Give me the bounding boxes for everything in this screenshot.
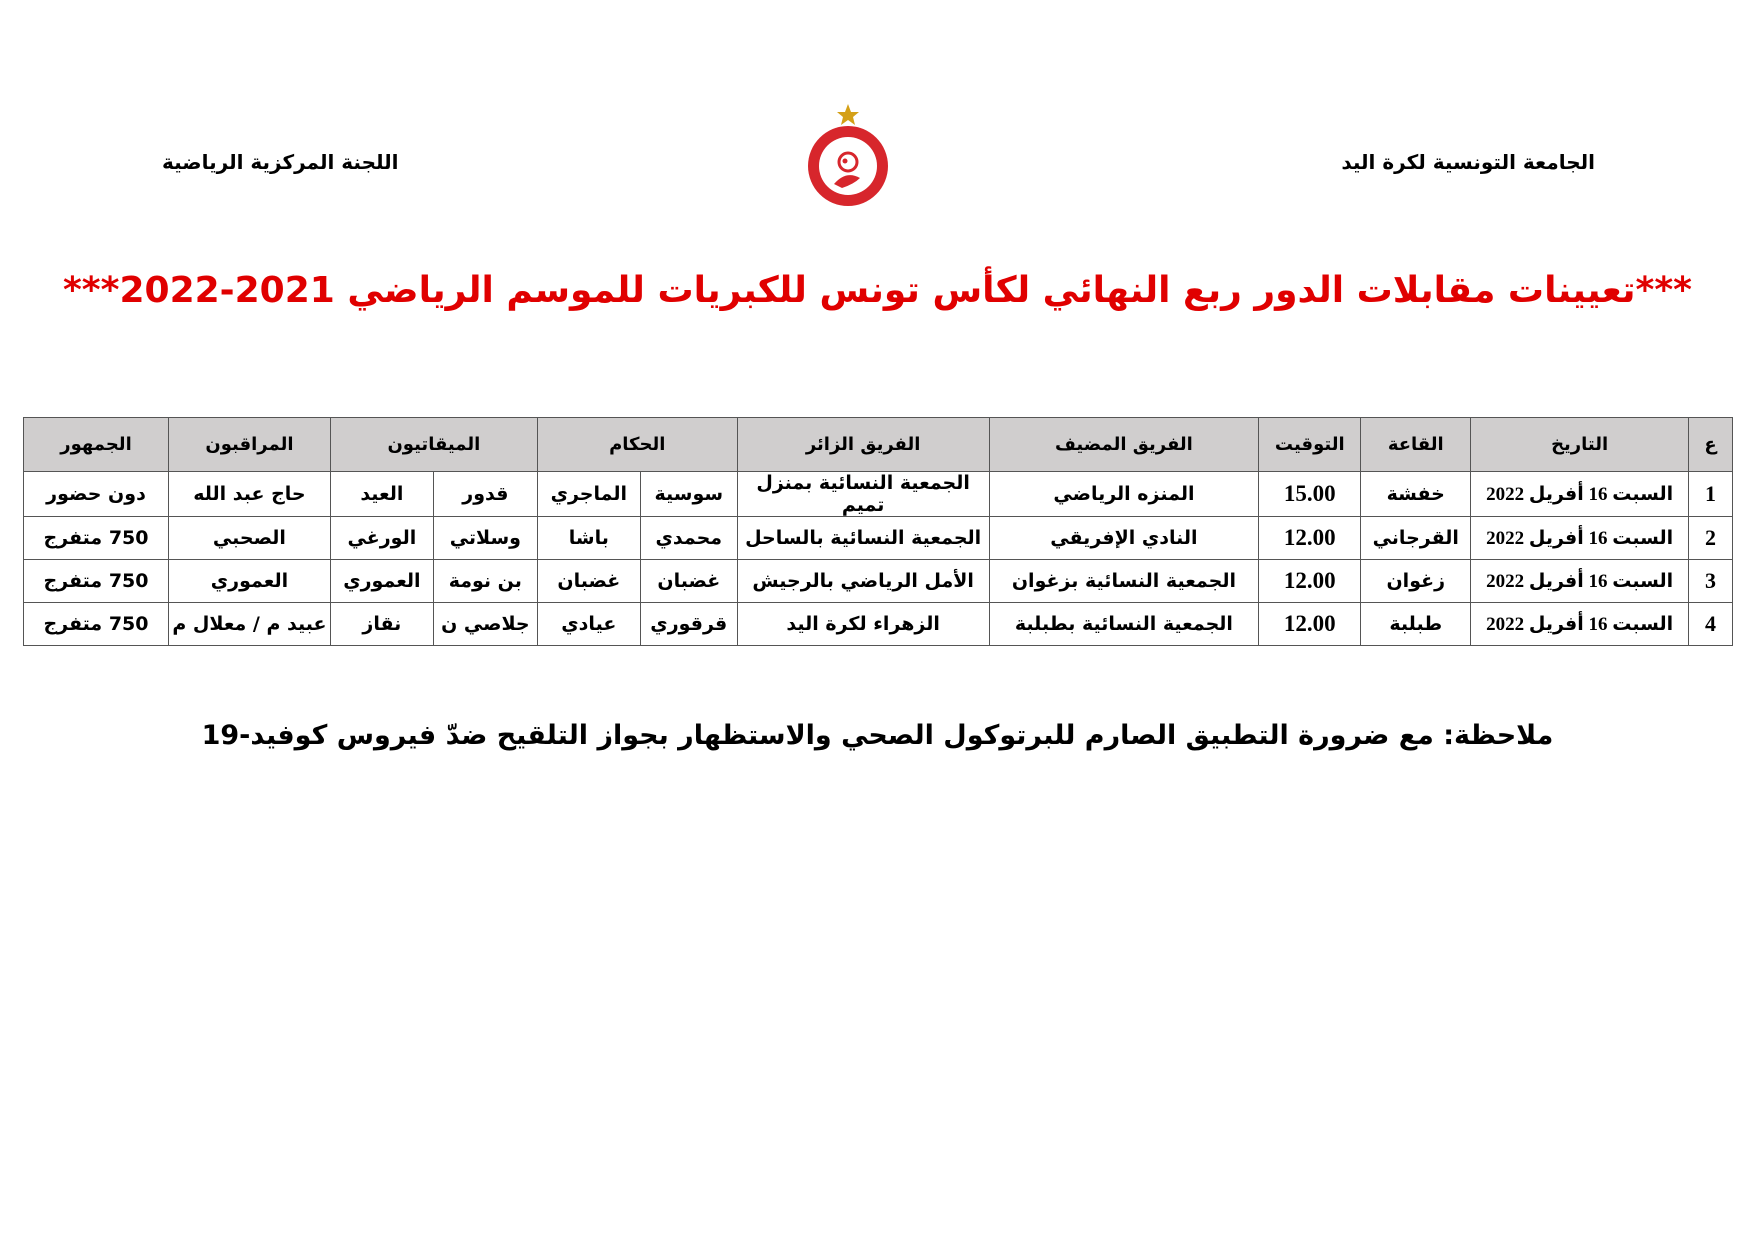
- federation-name: الجامعة التونسية لكرة اليد: [1341, 150, 1595, 174]
- cell-hall: زغوان: [1361, 560, 1471, 603]
- cell-referee-1: قرقوري: [640, 603, 737, 646]
- cell-date: السبت 16 أفريل 2022: [1471, 603, 1689, 646]
- cell-visitor: الجمعية النسائية بمنزل تميم: [737, 472, 989, 517]
- table-row: [24, 603, 1733, 646]
- cell-host: المنزه الرياضي: [989, 472, 1259, 517]
- cell-referee-1: سوسية: [640, 472, 737, 517]
- cell-timekeeper-1: وسلاتي: [433, 517, 537, 560]
- cell-referee-1: غضبان: [640, 560, 737, 603]
- cell-referee-2: غضبان: [537, 560, 640, 603]
- cell-timekeeper-1: جلاصي ن: [433, 603, 537, 646]
- cell-date: السبت 16 أفريل 2022: [1471, 517, 1689, 560]
- cell-hall: خفشة: [1361, 472, 1471, 517]
- cell-timekeeper-1: قدور: [433, 472, 537, 517]
- cell-host: الجمعية النسائية بطبلبة: [989, 603, 1259, 646]
- col-header-date: التاريخ: [1471, 418, 1689, 472]
- col-header-audience: الجمهور: [24, 418, 169, 472]
- cell-audience: 750 متفرج: [24, 560, 169, 603]
- cell-time: 12.00: [1259, 603, 1361, 646]
- cell-observer: حاج عبد الله: [168, 472, 330, 517]
- cell-num: 4: [1689, 603, 1733, 646]
- table-row: [24, 517, 1733, 560]
- covid-note: ملاحظة: مع ضرورة التطبيق الصارم للبرتوكول الصحي والاستظهار بجواز التلقيح ضدّ فيروس كوفيد-19: [201, 720, 1554, 751]
- cell-num: 1: [1689, 472, 1733, 517]
- cell-visitor: الزهراء لكرة اليد: [737, 603, 989, 646]
- cell-audience: 750 متفرج: [24, 603, 169, 646]
- cell-time: 15.00: [1259, 472, 1361, 517]
- cell-date: السبت 16 أفريل 2022: [1471, 472, 1689, 517]
- cell-visitor: الأمل الرياضي بالرجيش: [737, 560, 989, 603]
- cell-num: 3: [1689, 560, 1733, 603]
- cell-referee-1: محمدي: [640, 517, 737, 560]
- cell-host: الجمعية النسائية بزغوان: [989, 560, 1259, 603]
- cell-observer: عبيد م / معلال م: [168, 603, 330, 646]
- federation-logo: [798, 104, 898, 214]
- page-title: ***تعيينات مقابلات الدور ربع النهائي لكأس تونس للكبريات للموسم الرياضي 2021-2022***: [62, 270, 1692, 311]
- col-header-visitor: الفريق الزائر: [737, 418, 989, 472]
- cell-timekeeper-1: بن نومة: [433, 560, 537, 603]
- table-row: [24, 560, 1733, 603]
- cell-host: النادي الإفريقي: [989, 517, 1259, 560]
- star-icon: [837, 104, 859, 125]
- cell-time: 12.00: [1259, 560, 1361, 603]
- cell-num: 2: [1689, 517, 1733, 560]
- col-header-referees: الحكام: [537, 418, 737, 472]
- cell-referee-2: عيادي: [537, 603, 640, 646]
- col-header-observers: المراقبون: [168, 418, 330, 472]
- col-header-num: ع: [1689, 418, 1733, 472]
- cell-observer: العموري: [168, 560, 330, 603]
- cell-timekeeper-2: نقاز: [330, 603, 433, 646]
- assignments-table: [23, 417, 1733, 646]
- cell-visitor: الجمعية النسائية بالساحل: [737, 517, 989, 560]
- cell-referee-2: الماجري: [537, 472, 640, 517]
- col-header-hall: القاعة: [1361, 418, 1471, 472]
- cell-timekeeper-2: العموري: [330, 560, 433, 603]
- col-header-time: التوقيت: [1259, 418, 1361, 472]
- cell-referee-2: باشا: [537, 517, 640, 560]
- col-header-host: الفريق المضيف: [989, 418, 1259, 472]
- cell-date: السبت 16 أفريل 2022: [1471, 560, 1689, 603]
- cell-audience: 750 متفرج: [24, 517, 169, 560]
- cell-time: 12.00: [1259, 517, 1361, 560]
- cell-timekeeper-2: الورغي: [330, 517, 433, 560]
- table-row: [24, 472, 1733, 517]
- table-header-row: [24, 418, 1733, 472]
- cell-audience: دون حضور: [24, 472, 169, 517]
- cell-hall: القرجاني: [1361, 517, 1471, 560]
- cell-timekeeper-2: العيد: [330, 472, 433, 517]
- cell-hall: طبلبة: [1361, 603, 1471, 646]
- cell-observer: الصحبي: [168, 517, 330, 560]
- committee-name: اللجنة المركزية الرياضية: [162, 150, 399, 174]
- col-header-timekeepers: الميقاتيون: [330, 418, 537, 472]
